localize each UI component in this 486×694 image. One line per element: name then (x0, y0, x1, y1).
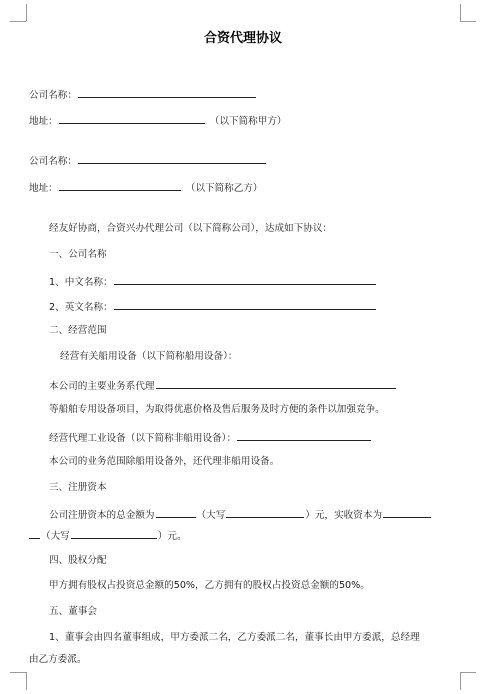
paid-in-uppercase-blank[interactable] (71, 528, 157, 539)
party-b-company-line (29, 153, 267, 165)
document-title: 合资代理协议 (203, 31, 282, 46)
agent-business-blank[interactable] (156, 378, 396, 389)
crop-mark-top-left-h (10, 21, 26, 22)
intro-paragraph: 经友好协商，合资兴办代理公司（以下简称公司），达成如下协议： (49, 223, 333, 234)
crop-mark-bottom-right-h (460, 672, 476, 673)
ship-equipment-line: 经营有关船用设备（以下简称船用设备）： (60, 351, 238, 362)
english-name-blank[interactable] (114, 299, 376, 310)
crop-mark-top-left (26, 4, 27, 21)
party-b-address-blank[interactable] (59, 180, 181, 191)
chinese-name-line (49, 274, 377, 286)
party-a-address-label: 地址： (29, 116, 58, 127)
paid-in-uppercase-line (29, 528, 187, 540)
chinese-name-label: 1、中文名称： (49, 277, 113, 288)
section3-heading: 三、注册资本 (49, 482, 107, 493)
crop-mark-top-right (460, 4, 461, 21)
crop-mark-bottom-left-h (10, 672, 26, 673)
paid-in-label: ）元，实收资本为 (305, 510, 383, 521)
industrial-equipment-blank[interactable] (237, 430, 371, 441)
party-b-address-line (29, 180, 263, 192)
party-b-company-label: 公司名称： (29, 156, 77, 167)
paid-in-amount-blank[interactable] (383, 507, 431, 518)
industrial-equipment-line (49, 430, 372, 442)
party-b-address-note: （以下简称乙方） (185, 183, 263, 194)
party-a-address-blank[interactable] (59, 113, 205, 124)
party-a-company-label: 公司名称： (29, 90, 77, 101)
paid-in-amount-blank-cont[interactable] (29, 528, 40, 539)
registered-capital-label: 公司注册资本的总金额为 (49, 510, 155, 521)
party-a-company-line (29, 87, 257, 99)
uppercase-label: （大写 (196, 510, 226, 521)
english-name-line (49, 299, 377, 311)
crop-mark-top-right-h (460, 21, 476, 22)
section2-heading: 二、经营范围 (49, 325, 107, 336)
registered-amount-blank[interactable] (156, 507, 196, 518)
section5-heading: 五、董事会 (49, 606, 97, 617)
section1-heading: 一、公司名称 (49, 249, 107, 260)
scope-note-line: 本公司的业务范围除船用设备外，还代理非船用设备。 (49, 456, 280, 467)
party-b-address-label: 地址： (29, 183, 58, 194)
agent-business-line (49, 378, 397, 390)
equity-distribution-text: 甲方拥有股权占投资总金额的50%，乙方拥有的股权占投资总金额的50%。 (49, 580, 370, 591)
paid-in-suffix: ）元。 (157, 531, 187, 542)
chinese-name-blank[interactable] (114, 274, 376, 285)
board-composition-line1: 1、董事会由四名董事组成，甲方委派二名，乙方委派二名，董事长由甲方委派，总经理 (49, 632, 420, 643)
registered-capital-line (49, 507, 432, 519)
party-a-company-blank[interactable] (78, 87, 256, 98)
conditions-line: 等船舶专用设备项目，为取得优惠价格及售后服务及时方便的条件以加强竞争。 (49, 404, 385, 415)
crop-mark-bottom-right (460, 672, 461, 690)
english-name-label: 2、英文名称： (49, 302, 113, 313)
party-a-address-note: （以下简称甲方） (209, 116, 287, 127)
party-b-company-blank[interactable] (78, 153, 266, 164)
party-a-address-line (29, 113, 287, 125)
agent-business-label: 本公司的主要业务系代理 (49, 381, 155, 392)
section4-heading: 四、股权分配 (49, 555, 107, 566)
registered-uppercase-blank[interactable] (226, 507, 304, 518)
paid-in-uppercase-label: （大写 (41, 531, 70, 542)
board-composition-line2: 由乙方委派。 (29, 654, 87, 665)
crop-mark-bottom-left (26, 672, 27, 690)
industrial-equipment-label: 经营代理工业设备（以下简称非船用设备）： (49, 433, 237, 444)
